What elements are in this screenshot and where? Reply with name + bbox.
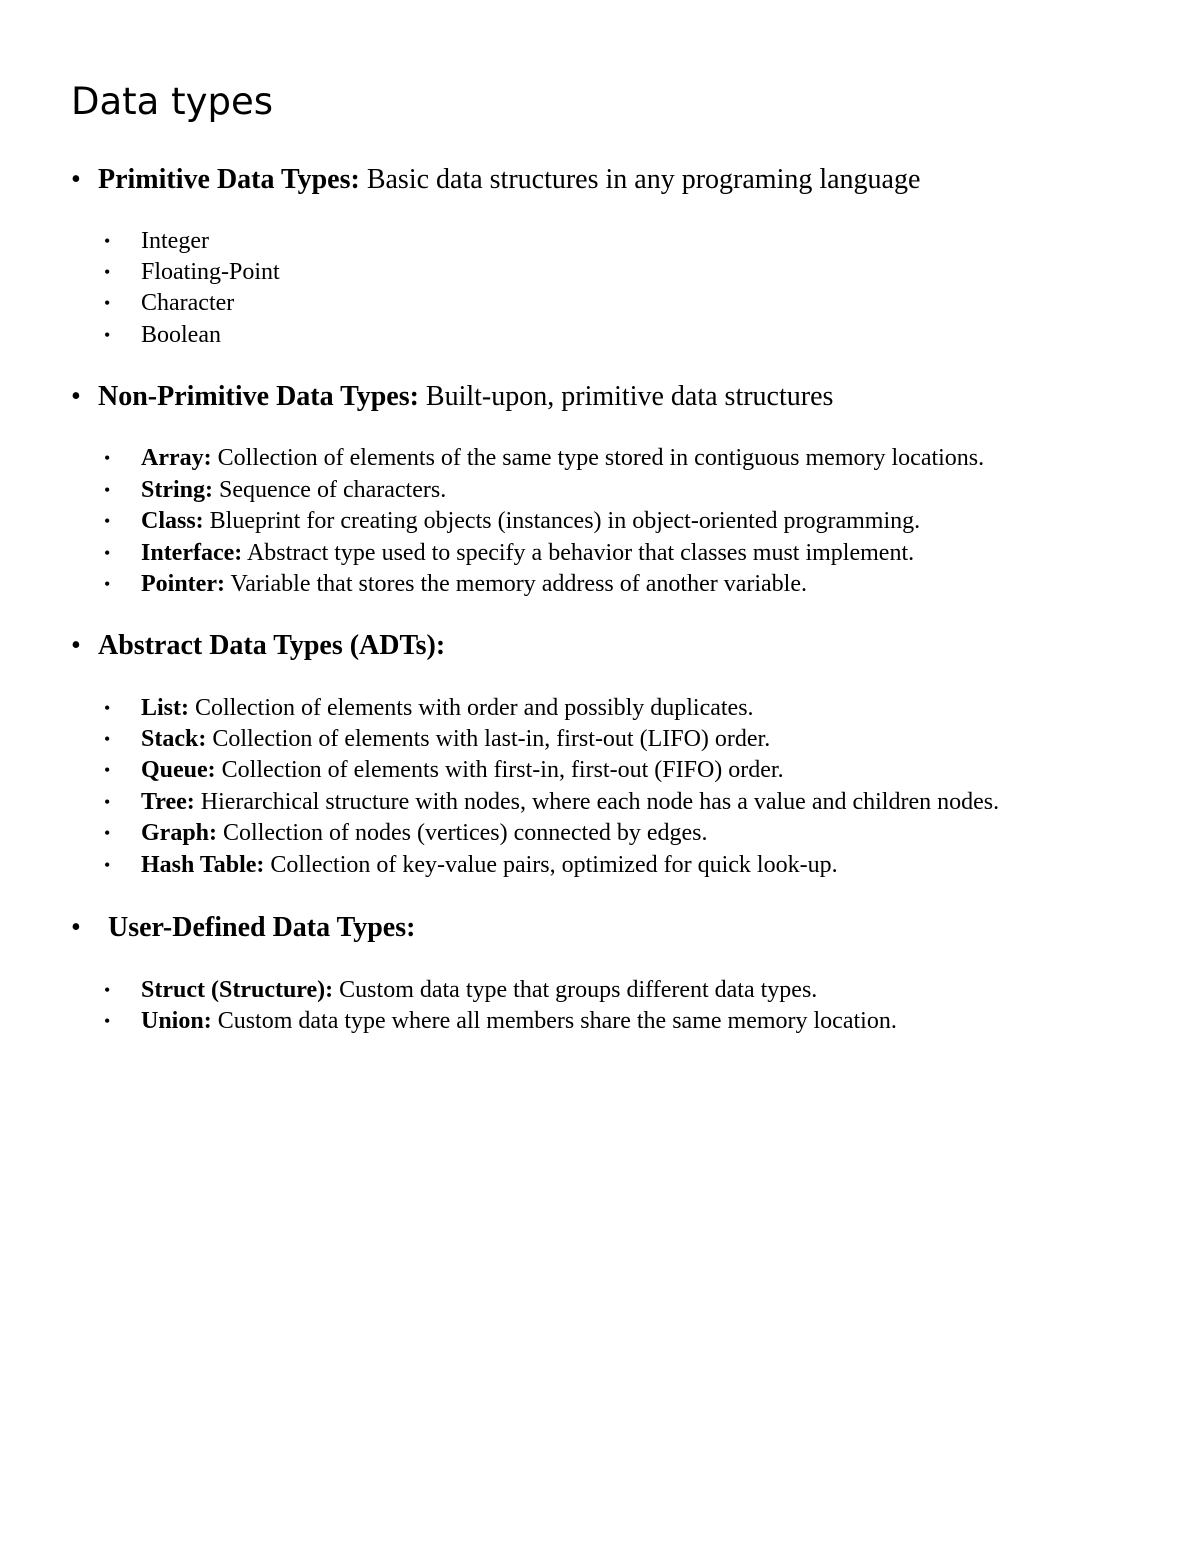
bullet-icon: • <box>104 760 111 780</box>
bullet-icon: • <box>104 511 111 531</box>
item-text <box>141 568 807 600</box>
item-description: Collection of nodes (vertices) connected by edges. <box>217 820 708 846</box>
item-term: Class: <box>141 508 204 534</box>
item-term: Struct (Structure): <box>141 977 334 1003</box>
item-text <box>141 754 784 786</box>
section-heading-description: Built-upon, primitive data structures <box>418 381 834 412</box>
section-heading-text <box>98 377 833 417</box>
item-text <box>141 505 920 537</box>
bullet-icon: • <box>104 293 111 313</box>
item-description: Collection of elements with order and possibly duplicates. <box>189 695 754 721</box>
item-text <box>141 1005 897 1037</box>
bullet-icon: • <box>104 823 111 843</box>
item-text <box>141 537 914 569</box>
bullet-icon: • <box>104 325 111 345</box>
item-description: Collection of key-value pairs, optimized for quick look-up. <box>264 852 838 878</box>
bullet-icon: • <box>104 480 111 500</box>
item-description: Custom data type that groups different data types. <box>333 977 818 1003</box>
item-text <box>141 723 770 755</box>
section-heading-description: Basic data structures in any programing language <box>359 164 921 195</box>
item-term: Graph: <box>141 820 218 846</box>
bullet-icon: • <box>104 262 111 282</box>
bullet-icon: • <box>104 855 111 875</box>
bullet-icon: • <box>71 164 81 195</box>
bullet-icon: • <box>104 1011 111 1031</box>
section-heading-term: Non-Primitive Data Types: <box>98 381 419 412</box>
item-text <box>141 974 817 1006</box>
bullet-icon: • <box>104 231 111 251</box>
bullet-icon: • <box>104 574 111 594</box>
bullet-icon: • <box>104 448 111 468</box>
item-description: Collection of elements of the same type stored in contiguous memory locations. <box>211 445 985 471</box>
item-description: Abstract type used to specify a behavior that classes must implement. <box>242 540 915 566</box>
item-text: Floating-Point <box>141 259 280 285</box>
item-term: Pointer: <box>141 571 225 597</box>
item-text <box>141 849 838 881</box>
item-term: List: <box>141 695 189 721</box>
item-text: Character <box>141 290 235 316</box>
bullet-icon: • <box>71 630 81 661</box>
item-text: Integer <box>141 228 209 254</box>
item-term: Queue: <box>141 757 216 783</box>
item-text <box>141 442 984 474</box>
item-term: String: <box>141 477 213 503</box>
section-heading-text <box>98 160 920 200</box>
item-text <box>141 474 446 506</box>
item-term: Array: <box>141 445 212 471</box>
bullet-icon: • <box>104 729 111 749</box>
item-text: Boolean <box>141 322 221 348</box>
item-term: Union: <box>141 1008 212 1034</box>
item-description: Variable that stores the memory address of another variable. <box>224 571 807 597</box>
item-text <box>141 692 754 724</box>
item-description: Custom data type where all members share the same memory location. <box>211 1008 897 1034</box>
item-term: Tree: <box>141 789 195 815</box>
bullet-icon: • <box>104 980 111 1000</box>
section-heading-term: Primitive Data Types: <box>98 164 360 195</box>
item-term: Interface: <box>141 540 243 566</box>
item-term: Hash Table: <box>141 852 265 878</box>
bullet-icon: • <box>104 543 111 563</box>
item-term: Stack: <box>141 726 207 752</box>
section-heading-text <box>108 908 415 948</box>
bullet-icon: • <box>104 792 111 812</box>
bullet-icon: • <box>71 381 81 412</box>
page-title: Data types <box>71 80 274 123</box>
item-description: Blueprint for creating objects (instances) in object-oriented programming. <box>203 508 921 534</box>
item-description: Collection of elements with first-in, first-out (FIFO) order. <box>215 757 784 783</box>
bullet-icon: • <box>104 698 111 718</box>
item-text <box>141 817 708 849</box>
item-description: Hierarchical structure with nodes, where each node has a value and children nodes. <box>194 789 1000 815</box>
item-text <box>141 786 999 818</box>
item-description: Sequence of characters. <box>213 477 447 503</box>
item-description: Collection of elements with last-in, first-out (LIFO) order. <box>206 726 771 752</box>
section-heading-term: Abstract Data Types (ADTs): <box>98 630 446 661</box>
bullet-icon: • <box>71 912 81 943</box>
section-heading-text <box>98 626 445 666</box>
section-heading-term: User-Defined Data Types: <box>108 912 416 943</box>
